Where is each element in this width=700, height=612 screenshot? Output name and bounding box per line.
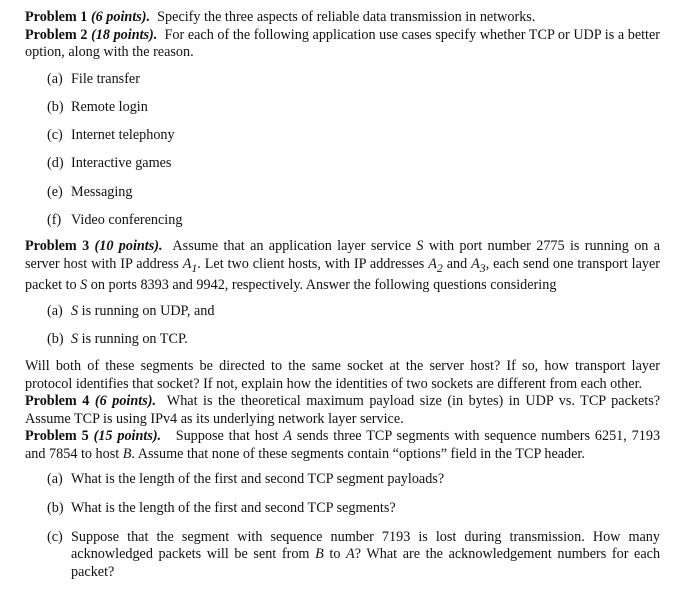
var-a2-subscript: 2 <box>436 260 443 275</box>
item-text: What is the length of the first and second TCP segments? <box>71 500 396 517</box>
problem-1-text: Specify the three aspects of reliable data transmission in networks. <box>157 9 536 25</box>
item-text: File transfer <box>71 70 140 87</box>
problem-3 <box>25 238 660 295</box>
item-text: Internet telephony <box>71 127 175 144</box>
item-label: (a) <box>47 471 63 488</box>
var-a1-subscript: 1 <box>191 260 198 275</box>
item-label: (f) <box>47 211 62 228</box>
problem-5-label: Problem 5 <box>25 428 89 445</box>
list-item <box>25 471 660 489</box>
list-item <box>25 303 660 321</box>
var-b: B <box>315 546 324 563</box>
problem-2-points: (18 points). <box>91 26 158 43</box>
problem-3-text-3: . Let two client hosts, with IP addresses <box>197 255 425 272</box>
item-text: What is the length of the first and second TCP segment payloads? <box>71 471 445 488</box>
var-a3-subscript: 3 <box>479 260 486 275</box>
var-s: S <box>416 238 424 255</box>
var-s: S <box>71 331 79 348</box>
problem-4 <box>25 393 660 428</box>
problem-3-followup: Will both of these segments be directed to the same socket at the server host? If so, how transport layer protocol identifies that socket? If not, explain how the identities of two sockets are different from each other. <box>25 357 660 392</box>
problem-4-points: (6 points). <box>94 393 156 410</box>
problem-3-points: (10 points). <box>94 238 163 255</box>
item-label: (a) <box>47 70 63 87</box>
list-item <box>25 529 660 582</box>
item-text: Video conferencing <box>71 211 183 228</box>
item-label: (c) <box>47 528 63 545</box>
var-s: S <box>71 302 79 319</box>
item-text: Messaging <box>71 183 133 200</box>
problem-5 <box>25 428 660 463</box>
var-s: S <box>80 277 88 294</box>
var-a2-letter: A <box>428 255 437 272</box>
problem-2-items <box>25 71 660 230</box>
item-c-text-2: ? What are the acknowledgement numbers for each packet? <box>71 546 661 580</box>
list-item <box>25 331 660 349</box>
var-a2 <box>428 255 443 275</box>
problem-5-items <box>25 471 660 581</box>
item-text <box>71 529 660 582</box>
item-label: (a) <box>47 302 63 319</box>
problem-1-label: Problem 1 <box>25 9 88 25</box>
problem-4-text: What is the theoretical maximum payload size (in bytes) in UDP vs. TCP packets? Assume TCP is using IPv4 as its underlying network layer service. <box>25 393 661 427</box>
item-label: (e) <box>47 183 63 200</box>
item-label: (c) <box>47 127 63 144</box>
list-item <box>25 71 660 89</box>
item-text <box>71 303 660 321</box>
problem-1-points: (6 points). <box>90 9 151 25</box>
var-a3-letter: A <box>471 255 480 272</box>
problem-5-text-2: sends three TCP segments with sequence numbers 6251, 7193 and 7854 to host <box>25 428 661 462</box>
list-item <box>25 500 660 518</box>
problem-5-text-1: Suppose that host <box>175 428 279 445</box>
item-text: Remote login <box>71 98 148 115</box>
var-a3 <box>471 255 486 275</box>
var-a1 <box>182 255 198 275</box>
var-a1-letter: A <box>182 255 192 272</box>
problem-3-items <box>25 303 660 349</box>
problem-3-label: Problem 3 <box>25 238 90 255</box>
item-label: (b) <box>47 500 64 517</box>
list-item <box>25 184 660 202</box>
list-item <box>25 99 660 117</box>
var-a: A <box>346 546 355 563</box>
item-text: Interactive games <box>71 155 172 172</box>
item-label: (b) <box>47 331 64 348</box>
problem-5-points: (15 points). <box>93 428 162 445</box>
item-label: (d) <box>47 155 64 172</box>
problem-3-text-2: with port number 2775 is running on a server host with IP address <box>25 238 661 272</box>
problem-3-text-1: Assume that an application layer service <box>172 238 412 255</box>
problem-3-text-5: on ports 8393 and 9942, respectively. Answer the following questions considering <box>90 277 557 294</box>
list-item <box>25 155 660 173</box>
item-text <box>71 331 660 349</box>
item-text-body: is running on UDP, and <box>81 302 215 319</box>
list-item <box>25 127 660 145</box>
problem-2-label: Problem 2 <box>25 26 88 43</box>
problem-3-text-4: , each send one transport layer packet to <box>25 255 661 294</box>
var-a: A <box>283 428 292 445</box>
problem-4-label: Problem 4 <box>25 393 90 410</box>
list-item <box>25 212 660 230</box>
item-text-body: is running on TCP. <box>81 331 188 348</box>
item-c-text-to: to <box>329 546 341 563</box>
problem-5-text-3: . Assume that none of these segments contain “options” field in the TCP header. <box>131 445 585 462</box>
item-label: (b) <box>47 98 64 115</box>
problem-2-text: For each of the following application use cases specify whether TCP or UDP is a better option, along with the reason. <box>25 26 661 61</box>
problem-2 <box>25 27 660 62</box>
problem-1 <box>25 9 660 27</box>
problem-3-text-and: and <box>446 255 468 272</box>
item-c-text-1: Suppose that the segment with sequence number 7193 is lost during transmission. How many acknowledged packets will be sent from <box>71 528 660 563</box>
var-b: B <box>122 445 132 462</box>
